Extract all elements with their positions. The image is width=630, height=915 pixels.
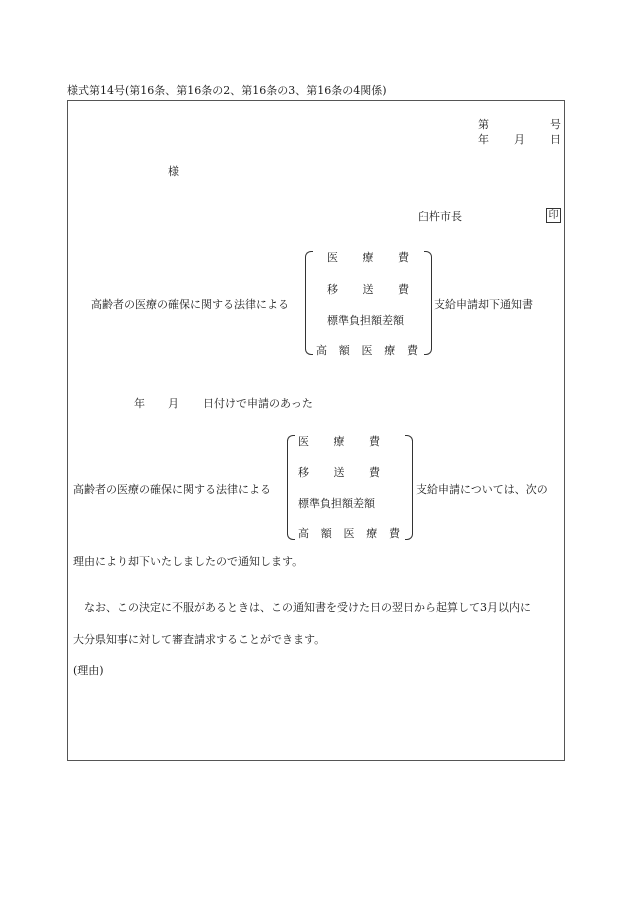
date-month: 月 xyxy=(514,133,525,146)
title-option-isouhi: 移 送 費 xyxy=(327,283,409,296)
form-title: 様式第14号(第16条、第16条の2、第16条の3、第16条の4関係) xyxy=(67,84,387,97)
body-appeal-line2: 大分県知事に対して審査請求することができます。 xyxy=(73,633,326,646)
issuer-title: 臼杵市長 xyxy=(418,210,462,223)
body-reason-line: 理由により却下いたしましたので通知します。 xyxy=(73,555,304,568)
body-option-isouhi: 移 送 費 xyxy=(298,466,380,479)
number-dai: 第 xyxy=(478,118,489,131)
body-option-iryouhi: 医 療 費 xyxy=(298,435,380,448)
body-suffix: 支給申請については、次の xyxy=(416,483,548,496)
title-bracket-left xyxy=(305,251,313,355)
body-law-prefix: 高齢者の医療の確保に関する法律による xyxy=(73,483,271,496)
seal-stamp: 印 xyxy=(546,208,561,223)
body-date-rest: 日付けで申請のあった xyxy=(203,397,313,410)
title-suffix: 支給申請却下通知書 xyxy=(434,298,533,311)
number-go: 号 xyxy=(550,118,561,131)
body-option-kougaku: 高 額 医 療 費 xyxy=(298,527,400,540)
document-frame xyxy=(67,100,565,761)
title-option-kougaku: 高 額 医 療 費 xyxy=(316,344,418,357)
body-appeal-line1: なお、この決定に不服があるときは、この通知書を受けた日の翌日から起算して3月以内に xyxy=(84,601,531,614)
body-bracket-right xyxy=(405,435,413,540)
date-year: 年 xyxy=(478,133,489,146)
body-date-year: 年 xyxy=(134,397,145,410)
title-option-hyoujun: 標準負担額差額 xyxy=(327,314,404,327)
title-law-prefix: 高齢者の医療の確保に関する法律による xyxy=(91,298,289,311)
body-date-month: 月 xyxy=(168,397,179,410)
reason-label: (理由) xyxy=(73,664,104,677)
addressee-sama: 様 xyxy=(168,165,179,178)
title-bracket-right xyxy=(424,251,432,355)
title-option-iryouhi: 医 療 費 xyxy=(327,251,409,264)
date-day: 日 xyxy=(550,133,561,146)
body-option-hyoujun: 標準負担額差額 xyxy=(298,497,375,510)
body-bracket-left xyxy=(287,435,295,540)
